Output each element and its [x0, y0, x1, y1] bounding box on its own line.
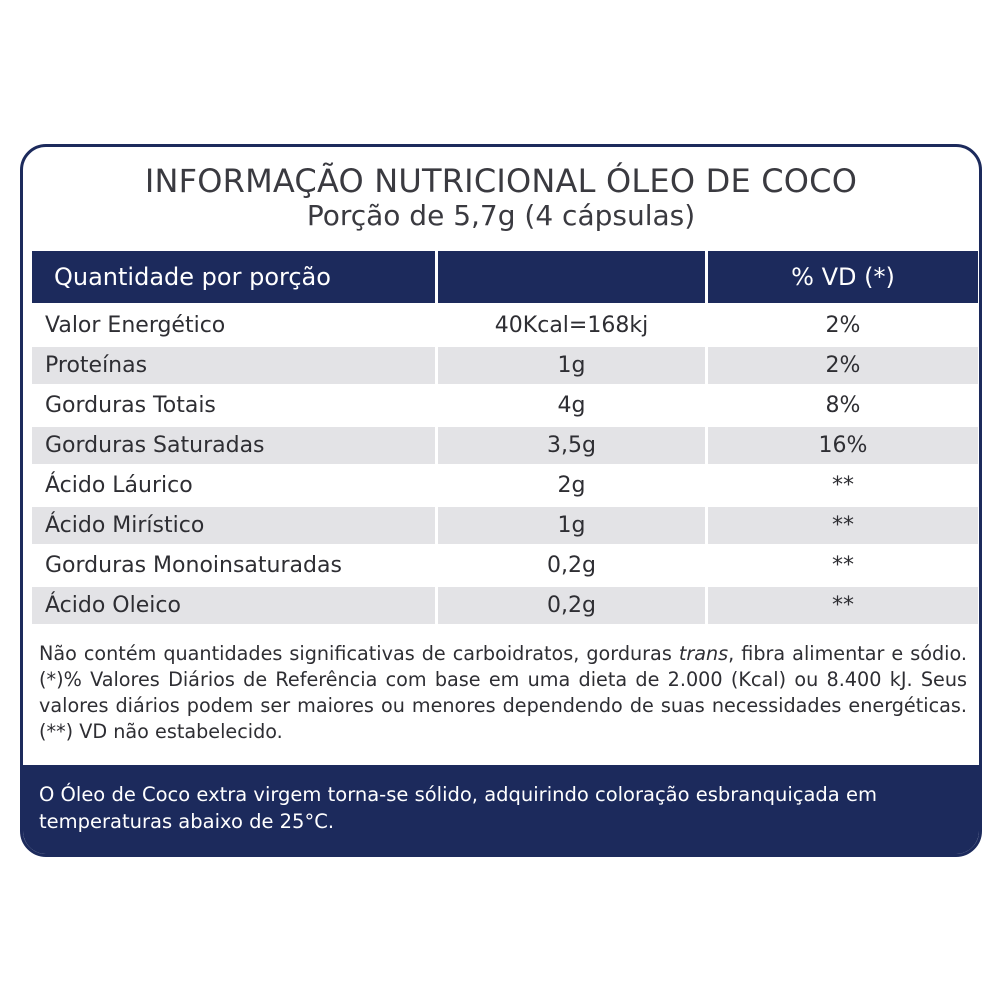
nutrient-name: Ácido Láurico: [32, 467, 438, 504]
nutrient-amount: 3,5g: [438, 427, 708, 464]
serving-size: Porção de 5,7g (4 cápsulas): [306, 199, 696, 232]
nutrient-name: Proteínas: [32, 347, 438, 384]
header-vd: % VD (*): [708, 251, 978, 303]
footnote-part-2: , fibra alimentar e sódio. (*)% Valores Diários de Referência com base em uma dieta de 2.000 (Kcal) ou 8.400 kJ. Seus valores diários podem ser maiores ou menores dependendo de suas necessidades energéticas. (**) VD não estabelecido.: [39, 642, 967, 743]
table-row: [32, 547, 978, 584]
label-title: INFORMAÇÃO NUTRICIONAL ÓLEO DE COCO: [144, 162, 858, 200]
nutrient-vd: **: [708, 587, 978, 624]
nutrient-vd: 2%: [708, 347, 978, 384]
nutrient-amount: 40Kcal=168kj: [438, 307, 708, 344]
footnote-text: [39, 641, 967, 745]
nutrient-name: Gorduras Monoinsaturadas: [32, 547, 438, 584]
table-row: [32, 307, 978, 344]
storage-notice-text: O Óleo de Coco extra virgem torna-se sólido, adquirindo coloração esbranquiçada em temperaturas abaixo de 25°C.: [39, 783, 877, 833]
storage-notice: [23, 765, 979, 857]
table-row: [32, 587, 978, 624]
footnote-part-1: Não contém quantidades significativas de carboidratos, gorduras: [39, 642, 679, 665]
header-quantity: Quantidade por porção: [32, 251, 438, 303]
table-header: [32, 251, 978, 303]
nutrient-name: Ácido Oleico: [32, 587, 438, 624]
nutrient-vd: 2%: [825, 313, 861, 338]
nutrient-vd: **: [832, 553, 854, 578]
table-row: [32, 387, 978, 424]
nutrient-name: Ácido Mirístico: [32, 507, 438, 544]
nutrient-amount: 0,2g: [438, 587, 708, 624]
table-row: [32, 507, 978, 544]
nutrient-amount: 1g: [438, 507, 708, 544]
nutrient-vd: 8%: [825, 393, 861, 418]
footnote-trans: trans: [678, 642, 729, 665]
table-row: [32, 347, 978, 384]
nutrient-name: Valor Energético: [32, 307, 438, 344]
nutrient-vd: **: [832, 473, 854, 498]
nutrient-name: Gorduras Totais: [32, 387, 438, 424]
nutrient-name: Gorduras Saturadas: [32, 427, 438, 464]
nutrition-facts-card: [20, 144, 982, 857]
nutrient-amount: 2g: [438, 467, 708, 504]
table-row: [32, 427, 978, 464]
table-row: [32, 467, 978, 504]
nutrient-amount: 1g: [438, 347, 708, 384]
nutrient-amount: 0,2g: [438, 547, 708, 584]
nutrition-table: [32, 307, 978, 627]
header-amount: [438, 251, 708, 303]
nutrient-vd: 16%: [708, 427, 978, 464]
nutrient-amount: 4g: [438, 387, 708, 424]
nutrient-vd: **: [708, 507, 978, 544]
